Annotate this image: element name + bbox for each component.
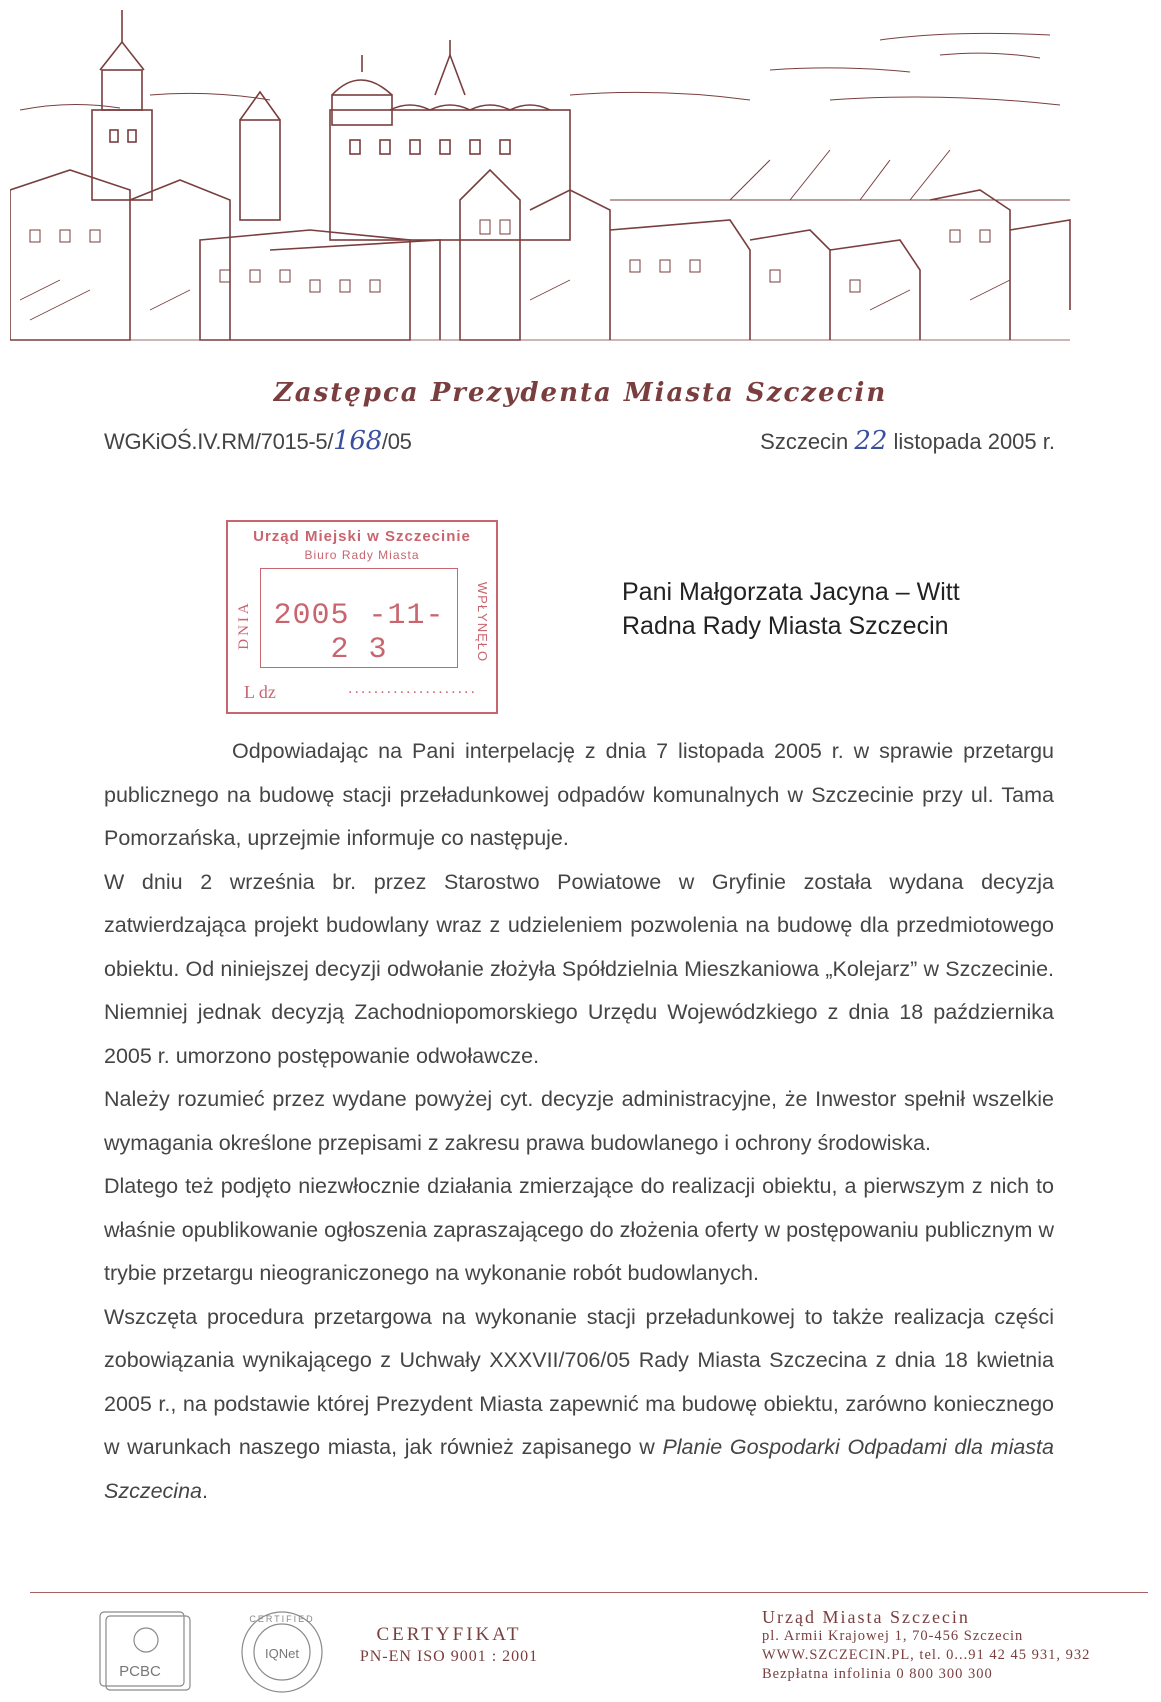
certificate-block bbox=[344, 1624, 554, 1666]
pcbc-label: PCBC bbox=[119, 1663, 161, 1680]
paragraph-3: Należy rozumieć przez wydane powyżej cyt. decyzje administracyjne, że Inwestor spełnił wszelkie wymagania określone przepisami z zakresu prawa budowlanego i ochrony środowiska. bbox=[104, 1087, 1054, 1155]
reference-number bbox=[104, 426, 412, 456]
address-web-phone: WWW.SZCZECIN.PL, tel. 0...91 42 45 931, 932 bbox=[762, 1647, 1091, 1663]
paragraph-5-end: . bbox=[202, 1478, 208, 1503]
recipient-block bbox=[622, 575, 960, 643]
city-skyline-illustration bbox=[10, 0, 1150, 370]
received-stamp bbox=[226, 520, 498, 714]
paragraph-1: Odpowiadając na Pani interpelację z dnia 7 listopada 2005 r. w sprawie przetargu publicznego na budowę stacji przeładunkowej odpadów komunalnych w Szczecinie przy ul. Tama Pomorzańska, uprzejmie informuje co następuje. bbox=[104, 739, 1054, 850]
reference-prefix: WGKiOŚ.IV.RM/7015-5/ bbox=[104, 429, 334, 454]
recipient-name: Pani Małgorzata Jacyna – Witt bbox=[622, 578, 960, 606]
address-street: pl. Armii Krajowej 1, 70-456 Szczecin bbox=[762, 1628, 1024, 1644]
stamp-wplynelo-text: WPŁYNĘŁO bbox=[475, 581, 490, 663]
paragraph-5-main: Wszczęta procedura przetargowa na wykonanie stacji przeładunkowej to także realizacja części zobowiązania wynikającego z Uchwały XXXVII/706/05 Rady Miasta Szczecina z dnia 18 kwietnia 2005 r., na podstawie której Prezydent Miasta zapewnić ma budowę obiektu, zarówno koniecznego w warunkach naszego miasta, jak również zapisanego w bbox=[104, 1304, 1054, 1459]
qnet-label: IQNet bbox=[265, 1646, 299, 1661]
stamp-department: Biuro Rady Miasta bbox=[304, 548, 420, 562]
pcbc-certification-logo bbox=[98, 1610, 198, 1692]
stamp-ldz-label: L dz bbox=[244, 682, 276, 702]
date-rest: listopada 2005 r. bbox=[893, 429, 1055, 454]
letter-date bbox=[760, 426, 1055, 456]
stamp-ldz-dots: .................... bbox=[348, 680, 477, 697]
address-office-name: Urząd Miasta Szczecin bbox=[762, 1607, 970, 1627]
iqnet-certification-logo bbox=[238, 1608, 326, 1696]
recipient-role: Radna Rady Miasta Szczecin bbox=[622, 612, 949, 640]
paragraph-2: W dniu 2 września br. przez Starostwo Powiatowe w Gryfinie została wydana decyzja zatwierdzająca projekt budowlany wraz z udzieleniem pozwolenia na budowę dla przedmiotowego obiektu. Od niniejszej decyzji odwołanie złożyła Spółdzielnia Mieszkaniowa „Kolejarz” w Szczecinie. Niemniej jednak decyzją Zachodniopomorskiego Urzędu Wojewódzkiego z dnia 18 października 2005 r. umorzono postępowanie odwoławcze. bbox=[104, 869, 1054, 1068]
footer-divider bbox=[30, 1592, 1148, 1593]
stamp-date: 2005 -11- 2 3 bbox=[273, 599, 445, 667]
qnet-ring-text: CERTIFIED bbox=[249, 1614, 315, 1624]
office-title: Zastępca Prezydenta Miasta Szczecin bbox=[273, 378, 888, 408]
letter-body bbox=[104, 730, 1054, 1513]
paragraph-5-plan-title: Planie Gospodarki Odpadami dla miasta Szczecina bbox=[104, 1435, 1054, 1503]
paragraph-4: Dlatego też podjęto niezwłocznie działania zmierzające do realizacji obiektu, a pierwszym z nich to właśnie opublikowanie ogłoszenia zapraszającego do złożenia oferty w postępowaniu publicznym w trybie przetargu nieograniczonego na wykonanie robót budowlanych. bbox=[104, 1174, 1054, 1285]
stamp-dnia-label bbox=[234, 580, 254, 670]
certificate-title: CERTYFIKAT bbox=[376, 1624, 522, 1645]
stamp-office-name: Urząd Miejski w Szczecinie bbox=[253, 528, 471, 545]
stamp-date-box bbox=[260, 568, 458, 668]
address-hotline: Bezpłatna infolinia 0 800 300 300 bbox=[762, 1666, 993, 1682]
office-address bbox=[762, 1608, 1090, 1684]
reference-handwritten: 168 bbox=[333, 426, 382, 456]
date-city: Szczecin bbox=[760, 429, 849, 454]
stamp-wplynelo-label bbox=[470, 572, 492, 672]
date-day-handwritten: 22 bbox=[854, 426, 888, 456]
certificate-standard: PN-EN ISO 9001 : 2001 bbox=[359, 1648, 539, 1665]
stamp-dnia-text: DNIA bbox=[236, 600, 252, 650]
paragraph-5 bbox=[104, 1296, 1054, 1514]
reference-suffix: /05 bbox=[381, 429, 412, 454]
